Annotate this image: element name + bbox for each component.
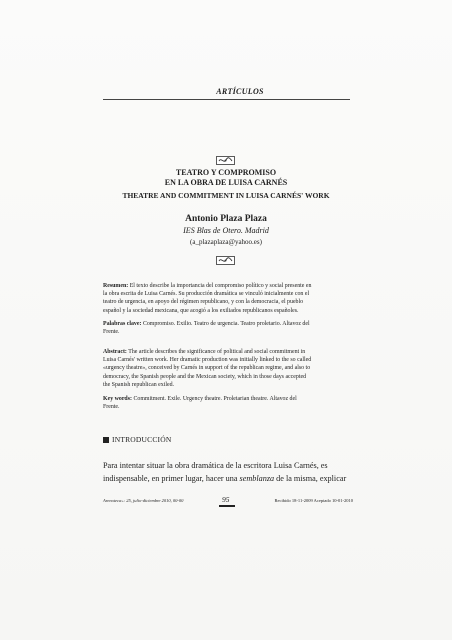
page-number: 95: [222, 495, 230, 504]
resumen-line: la obra escrita de Luisa Carnés. Su producción dramática se vinculó inicialmente con el: [103, 291, 310, 298]
title-line-2: EN LA OBRA DE LUISA CARNÉS: [164, 178, 288, 187]
author-affiliation: IES Blas de Otero. Madrid: [183, 226, 269, 235]
body-line: [103, 472, 353, 485]
english-title: THEATRE AND COMMITMENT IN LUISA CARNÉS' WORK: [122, 191, 330, 200]
palabras-clave-label: Palabras clave:: [103, 321, 142, 327]
header-rule: [103, 99, 350, 100]
section-heading: [103, 435, 171, 444]
journal-citation: Arenoteca»: 25, julio-diciembre 2010, 00-00: [103, 498, 184, 503]
author-name: Antonio Plaza Plaza: [185, 214, 267, 224]
resumen-label: Resumen:: [103, 283, 129, 289]
received-accepted-dates: Recibido 18-11-2009 Aceptado 10-01-2010: [274, 498, 353, 503]
resumen-block: [103, 282, 352, 315]
abstract-line: The article describes the significance of political and social commitment in: [128, 349, 306, 355]
abstract-label: Abstract:: [103, 349, 127, 355]
abstract-block: [103, 348, 352, 389]
ornament-icon: [216, 256, 235, 265]
section-label: ARTÍCULOS: [216, 87, 264, 96]
body-paragraph: [103, 459, 353, 485]
article-title: [70, 168, 382, 188]
body-text-run: indispensable, en primer lugar, hacer una: [103, 474, 238, 483]
square-bullet-icon: [103, 437, 109, 443]
resumen-line: español y la sociedad mexicana, que acogió a los exiliados republicanos españoles.: [103, 307, 299, 314]
page-number-bar: [219, 505, 235, 507]
abstract-line: democracy, the Spanish people and the Mexican society, which in those days accepted: [103, 373, 307, 380]
section-heading-text: INTRODUCCIÓN: [112, 435, 172, 444]
abstract-line: the Spanish republican exiled.: [103, 381, 174, 388]
abstract-line: Luisa Carnés' written work. Her dramatic production was initially linked to the so called: [103, 357, 312, 364]
key-words-label: Key words:: [103, 396, 132, 402]
abstract-line: «urgency theatre», conceived by Carnés in support of the republican regime, and also to: [103, 365, 311, 372]
key-words-block: [103, 395, 352, 411]
key-words-line: Frente.: [103, 404, 120, 411]
body-emphasis: semblanza: [239, 474, 275, 483]
ornament-icon: [216, 156, 235, 165]
body-line: Para intentar situar la obra dramática de la escritora Luisa Carnés, es: [103, 461, 328, 470]
palabras-clave-line: Compromiso. Exilio. Teatro de urgencia. Teatro proletario. Altavoz del: [142, 321, 310, 327]
palabras-clave-block: [103, 320, 352, 336]
key-words-line: Commitment. Exile. Urgency theatre. Proletarian theatre. Altavoz del: [133, 396, 297, 402]
resumen-line: teatro de urgencia, en apoyo del régimen republicano, y con la democracia, el pueblo: [103, 299, 304, 306]
body-text-run: de la misma, explicar: [276, 474, 347, 483]
palabras-clave-line: Frente.: [103, 329, 120, 336]
title-line-1: TEATRO Y COMPROMISO: [175, 168, 277, 177]
author-email: (a_plazaplaza@yahoo.es): [190, 238, 262, 246]
resumen-line: El texto describe la importancia del compromiso político y social presente en: [129, 283, 312, 289]
